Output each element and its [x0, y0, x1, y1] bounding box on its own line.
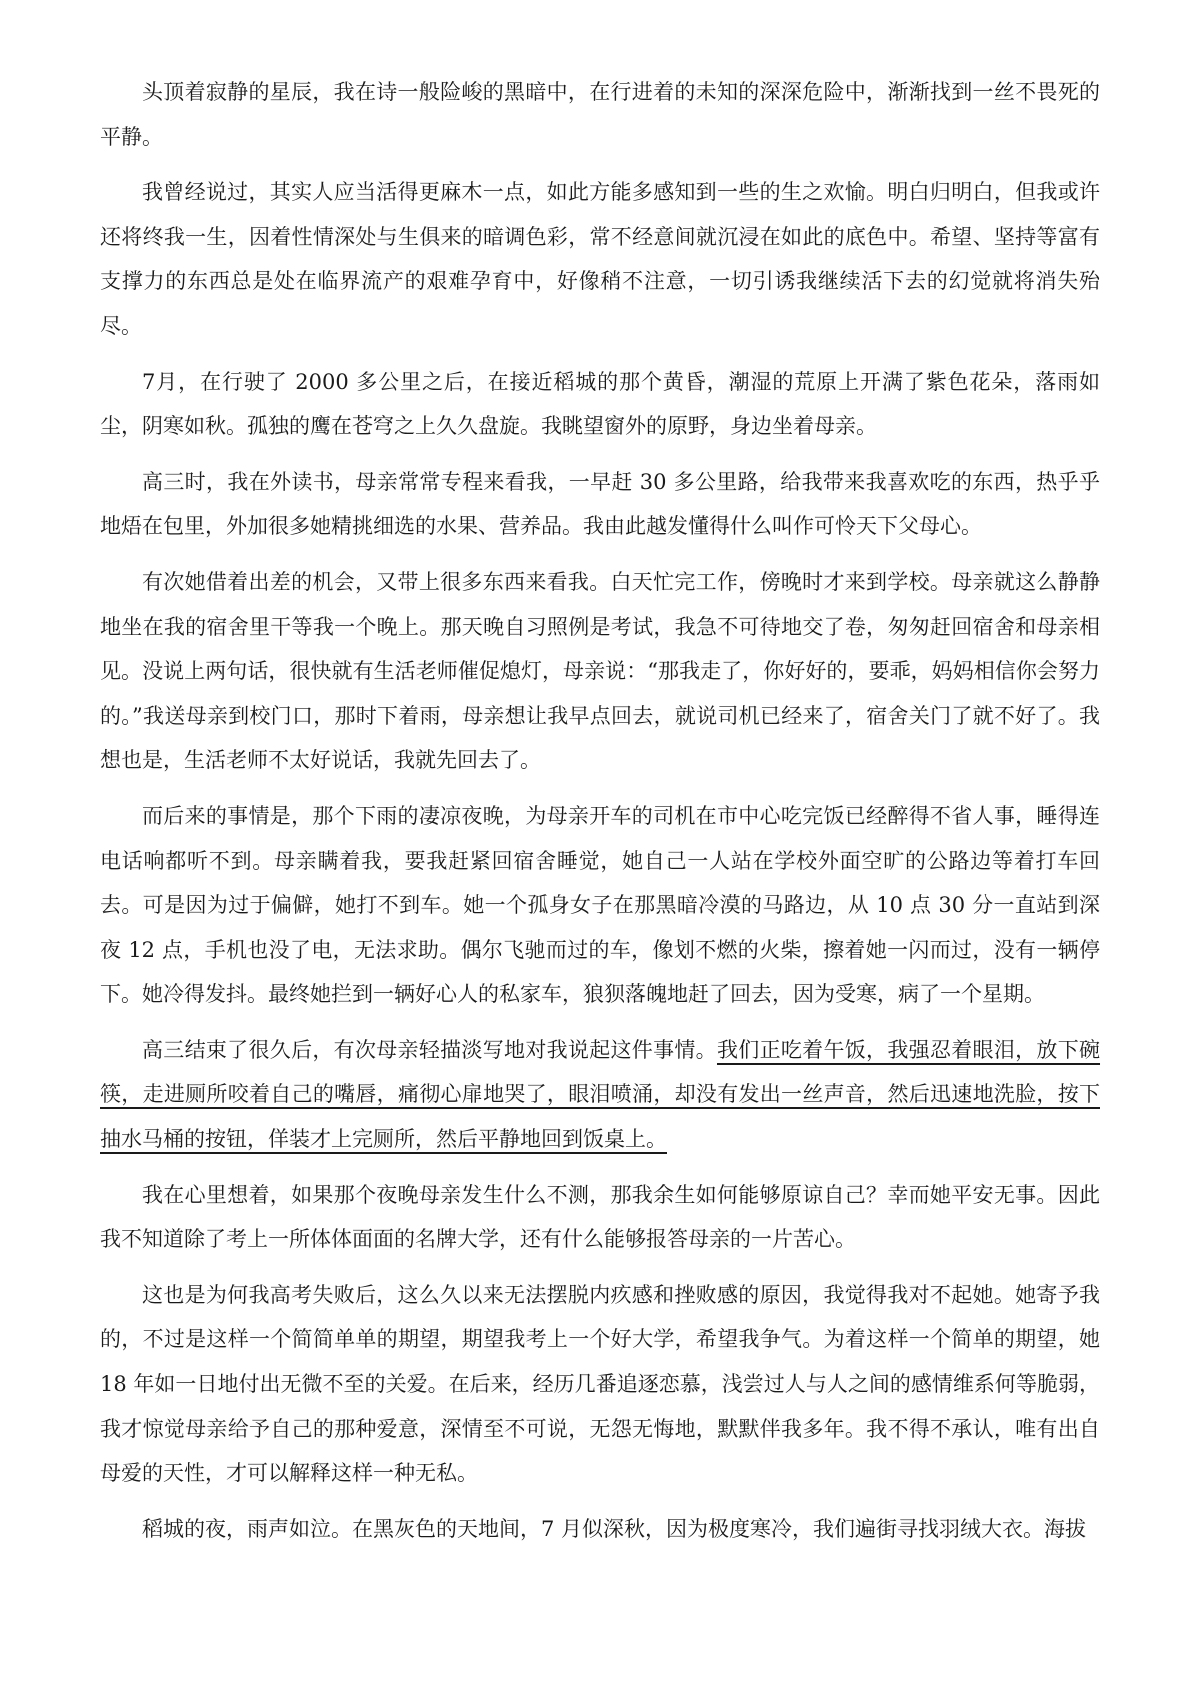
- paragraph-6: 而后来的事情是，那个下雨的凄凉夜晚，为母亲开车的司机在市中心吃完饭已经醉得不省人事，睡得连电话响都听不到。母亲瞒着我，要我赶紧回宿舍睡觉，她自己一人站在学校外面空旷的公路边等着打车回去。可是因为过于偏僻，她打不到车。她一个孤身女子在那黑暗冷漠的马路边，从 10 点 30 分一直站到深夜 12 点，手机也没了电，无法求助。偶尔飞驰而过的车，像划不燃的火柴，擦着她一闪而过，没有一辆停下。她冷得发抖。最终她拦到一辆好心人的私家车，狼狈落魄地赶了回去，因为受寒，病了一个星期。: [100, 803, 1100, 1007]
- paragraph-10: 稻城的夜，雨声如泣。在黑灰色的天地间，7 月似深秋，因为极度寒冷，我们遍街寻找羽绒大衣。海拔: [142, 1516, 1087, 1541]
- underlined-passage: 我们正吃着午饭，我强忍着眼泪，放下碗筷，走进厕所咬着自己的嘴唇，痛彻心扉地哭了，眼泪喷涌，却没有发出一丝声音，然后迅速地洗脸，按下抽水马桶的按钮，佯装才上完厕所，然后平静地回到饭桌上。: [100, 1037, 1101, 1152]
- paragraph-7-lead: 高三结束了很久后，有次母亲轻描淡写地对我说起这件事情。: [142, 1037, 717, 1062]
- paragraph-5: 有次她借着出差的机会，又带上很多东西来看我。白天忙完工作，傍晚时才来到学校。母亲就这么静静地坐在我的宿舍里干等我一个晚上。那天晚自习照例是考试，我急不可待地交了卷，匆匆赶回宿舍和母亲相见。没说上两句话，很快就有生活老师催促熄灯，母亲说：“那我走了，你好好的，要乖，妈妈相信你会努力的。”我送母亲到校门口，那时下着雨，母亲想让我早点回去，就说司机已经来了，宿舍关门了就不好了。我想也是，生活老师不太好说话，我就先回去了。: [100, 569, 1100, 773]
- paragraph-3: 7月，在行驶了 2000 多公里之后，在接近稻城的那个黄昏，潮湿的荒原上开满了紫色花朵，落雨如尘，阴寒如秋。孤独的鹰在苍穹之上久久盘旋。我眺望窗外的原野，身边坐着母亲。: [100, 369, 1100, 439]
- paragraph-8: 我在心里想着，如果那个夜晚母亲发生什么不测，那我余生如何能够原谅自己？幸而她平安无事。因此我不知道除了考上一所体体面面的名牌大学，还有什么能够报答母亲的一片苦心。: [100, 1182, 1100, 1252]
- paragraph-2: 我曾经说过，其实人应当活得更麻木一点，如此方能多感知到一些的生之欢愉。明白归明白，但我或许还将终我一生，因着性情深处与生俱来的暗调色彩，常不经意间就沉浸在如此的底色中。希望、坚持等富有支撑力的东西总是处在临界流产的艰难孕育中，好像稍不注意，一切引诱我继续活下去的幻觉就将消失殆尽。: [100, 180, 1100, 338]
- paragraph-9: 这也是为何我高考失败后，这么久以来无法摆脱内疚感和挫败感的原因，我觉得我对不起她。她寄予我的，不过是这样一个简简单单的期望，期望我考上一个好大学，希望我争气。为着这样一个简单的期望，她 18 年如一日地付出无微不至的关爱。在后来，经历几番追逐恋慕，浅尝过人与人之间的感情维系何等脆弱，我才惊觉母亲给予自己的那种爱意，深情至不可说，无怨无悔地，默默伴我多年。我不得不承认，唯有出自母爱的天性，才可以解释这样一种无私。: [100, 1282, 1100, 1486]
- paragraph-7: [100, 1028, 1100, 1162]
- paragraph-4: 高三时，我在外读书，母亲常常专程来看我，一早赶 30 多公里路，给我带来我喜欢吃的东西，热乎乎地焐在包里，外加很多她精挑细选的水果、营养品。我由此越发懂得什么叫作可怜天下父母心。: [100, 469, 1100, 539]
- paragraph-1: 头顶着寂静的星辰，我在诗一般险峻的黑暗中，在行进着的未知的深深危险中，渐渐找到一丝不畏死的平静。: [100, 80, 1100, 149]
- document-body: [100, 70, 1100, 1562]
